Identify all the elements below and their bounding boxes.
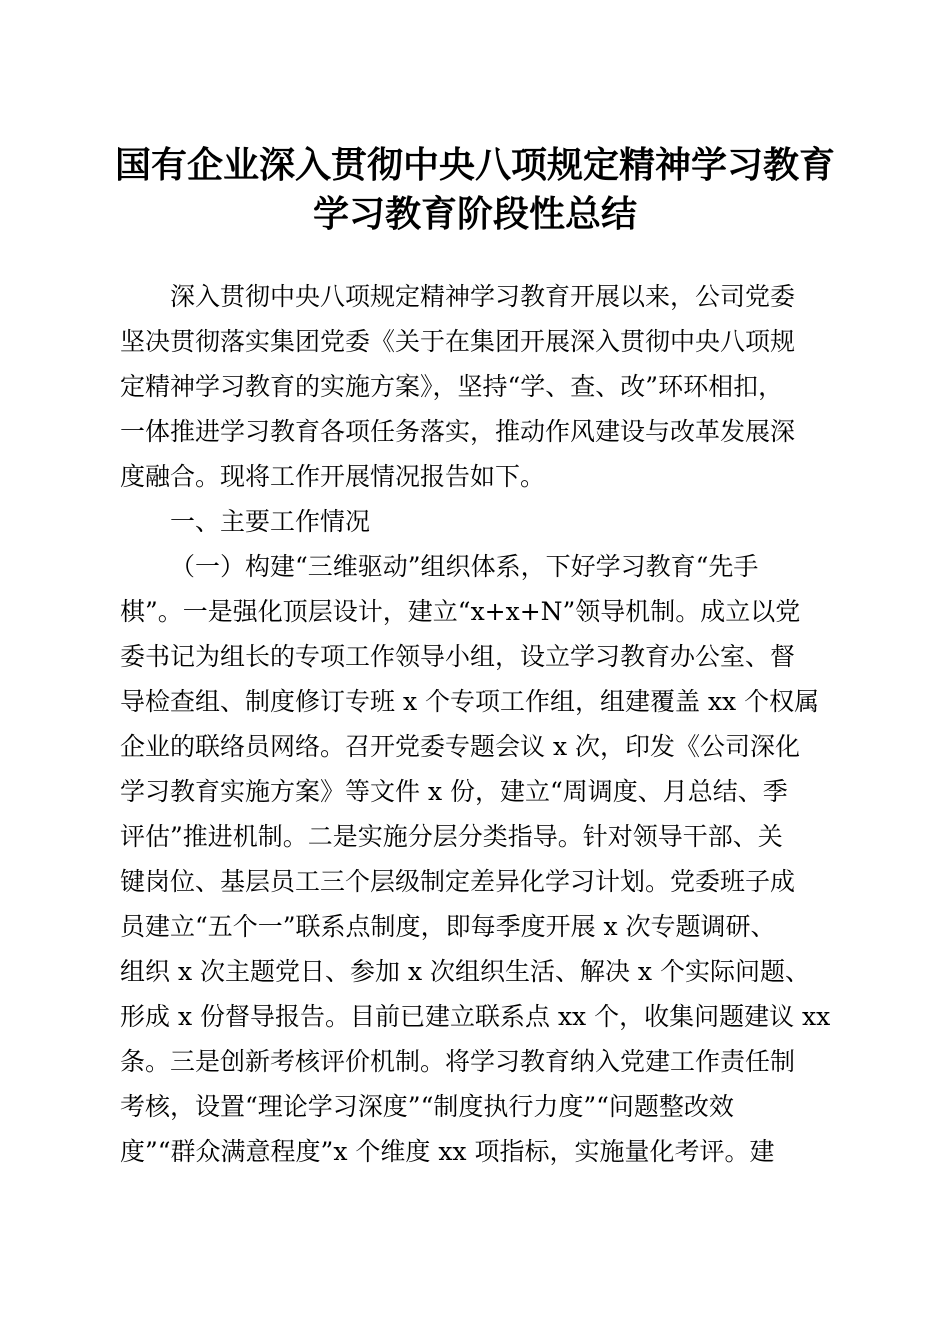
body-line: 评估”推进机制。二是实施分层分类指导。针对领导干部、关 [120, 822, 783, 851]
body-line: 企业的联络员网络。召开党委专题会议 x 次，印发《公司深化 [120, 732, 800, 761]
document-title-line-1: 国有企业深入贯彻中央八项规定精神学习教育 [114, 144, 835, 186]
body-line: 条。三是创新考核评价机制。将学习教育纳入党建工作责任制 [120, 1047, 796, 1076]
body-line: 一体推进学习教育各项任务落实，推动作风建设与改革发展深 [120, 417, 796, 446]
body-line: 键岗位、基层员工三个层级制定差异化学习计划。党委班子成 [120, 867, 796, 896]
body-line: （一）构建“三维驱动”组织体系，下好学习教育“先手 [170, 552, 759, 581]
body-line: 考核，设置“理论学习深度”“制度执行力度”“问题整改效 [120, 1092, 734, 1121]
body-line: 形成 x 份督导报告。目前已建立联系点 xx 个，收集问题建议 xx [120, 1002, 831, 1031]
body-line: 坚决贯彻落实集团党委《关于在集团开展深入贯彻中央八项规 [120, 327, 796, 356]
body-line: 深入贯彻中央八项规定精神学习教育开展以来，公司党委 [170, 282, 796, 311]
body-line: 委书记为组长的专项工作领导小组，设立学习教育办公室、督 [120, 642, 796, 671]
body-line: 员建立“五个一”联系点制度，即每季度开展 x 次专题调研、 [120, 912, 776, 941]
body-line: 棋”。一是强化顶层设计，建立“x+x+N”领导机制。成立以党 [120, 597, 801, 626]
document-title-line-2: 学习教育阶段性总结 [312, 193, 637, 235]
body-line: 学习教育实施方案》等文件 x 份，建立“周调度、月总结、季 [120, 777, 788, 806]
body-line: 导检查组、制度修订专班 x 个专项工作组，组建覆盖 xx 个权属 [120, 687, 820, 716]
body-line: 度融合。现将工作开展情况报告如下。 [120, 462, 546, 491]
body-line: 组织 x 次主题党日、参加 x 次组织生活、解决 x 个实际问题、 [120, 957, 810, 986]
body-line: 定精神学习教育的实施方案》，坚持“学、查、改”环环相扣， [120, 372, 784, 401]
section-heading: 一、主要工作情况 [170, 507, 371, 536]
body-line: 度”“群众满意程度”x 个维度 xx 项指标，实施量化考评。建 [120, 1137, 775, 1166]
